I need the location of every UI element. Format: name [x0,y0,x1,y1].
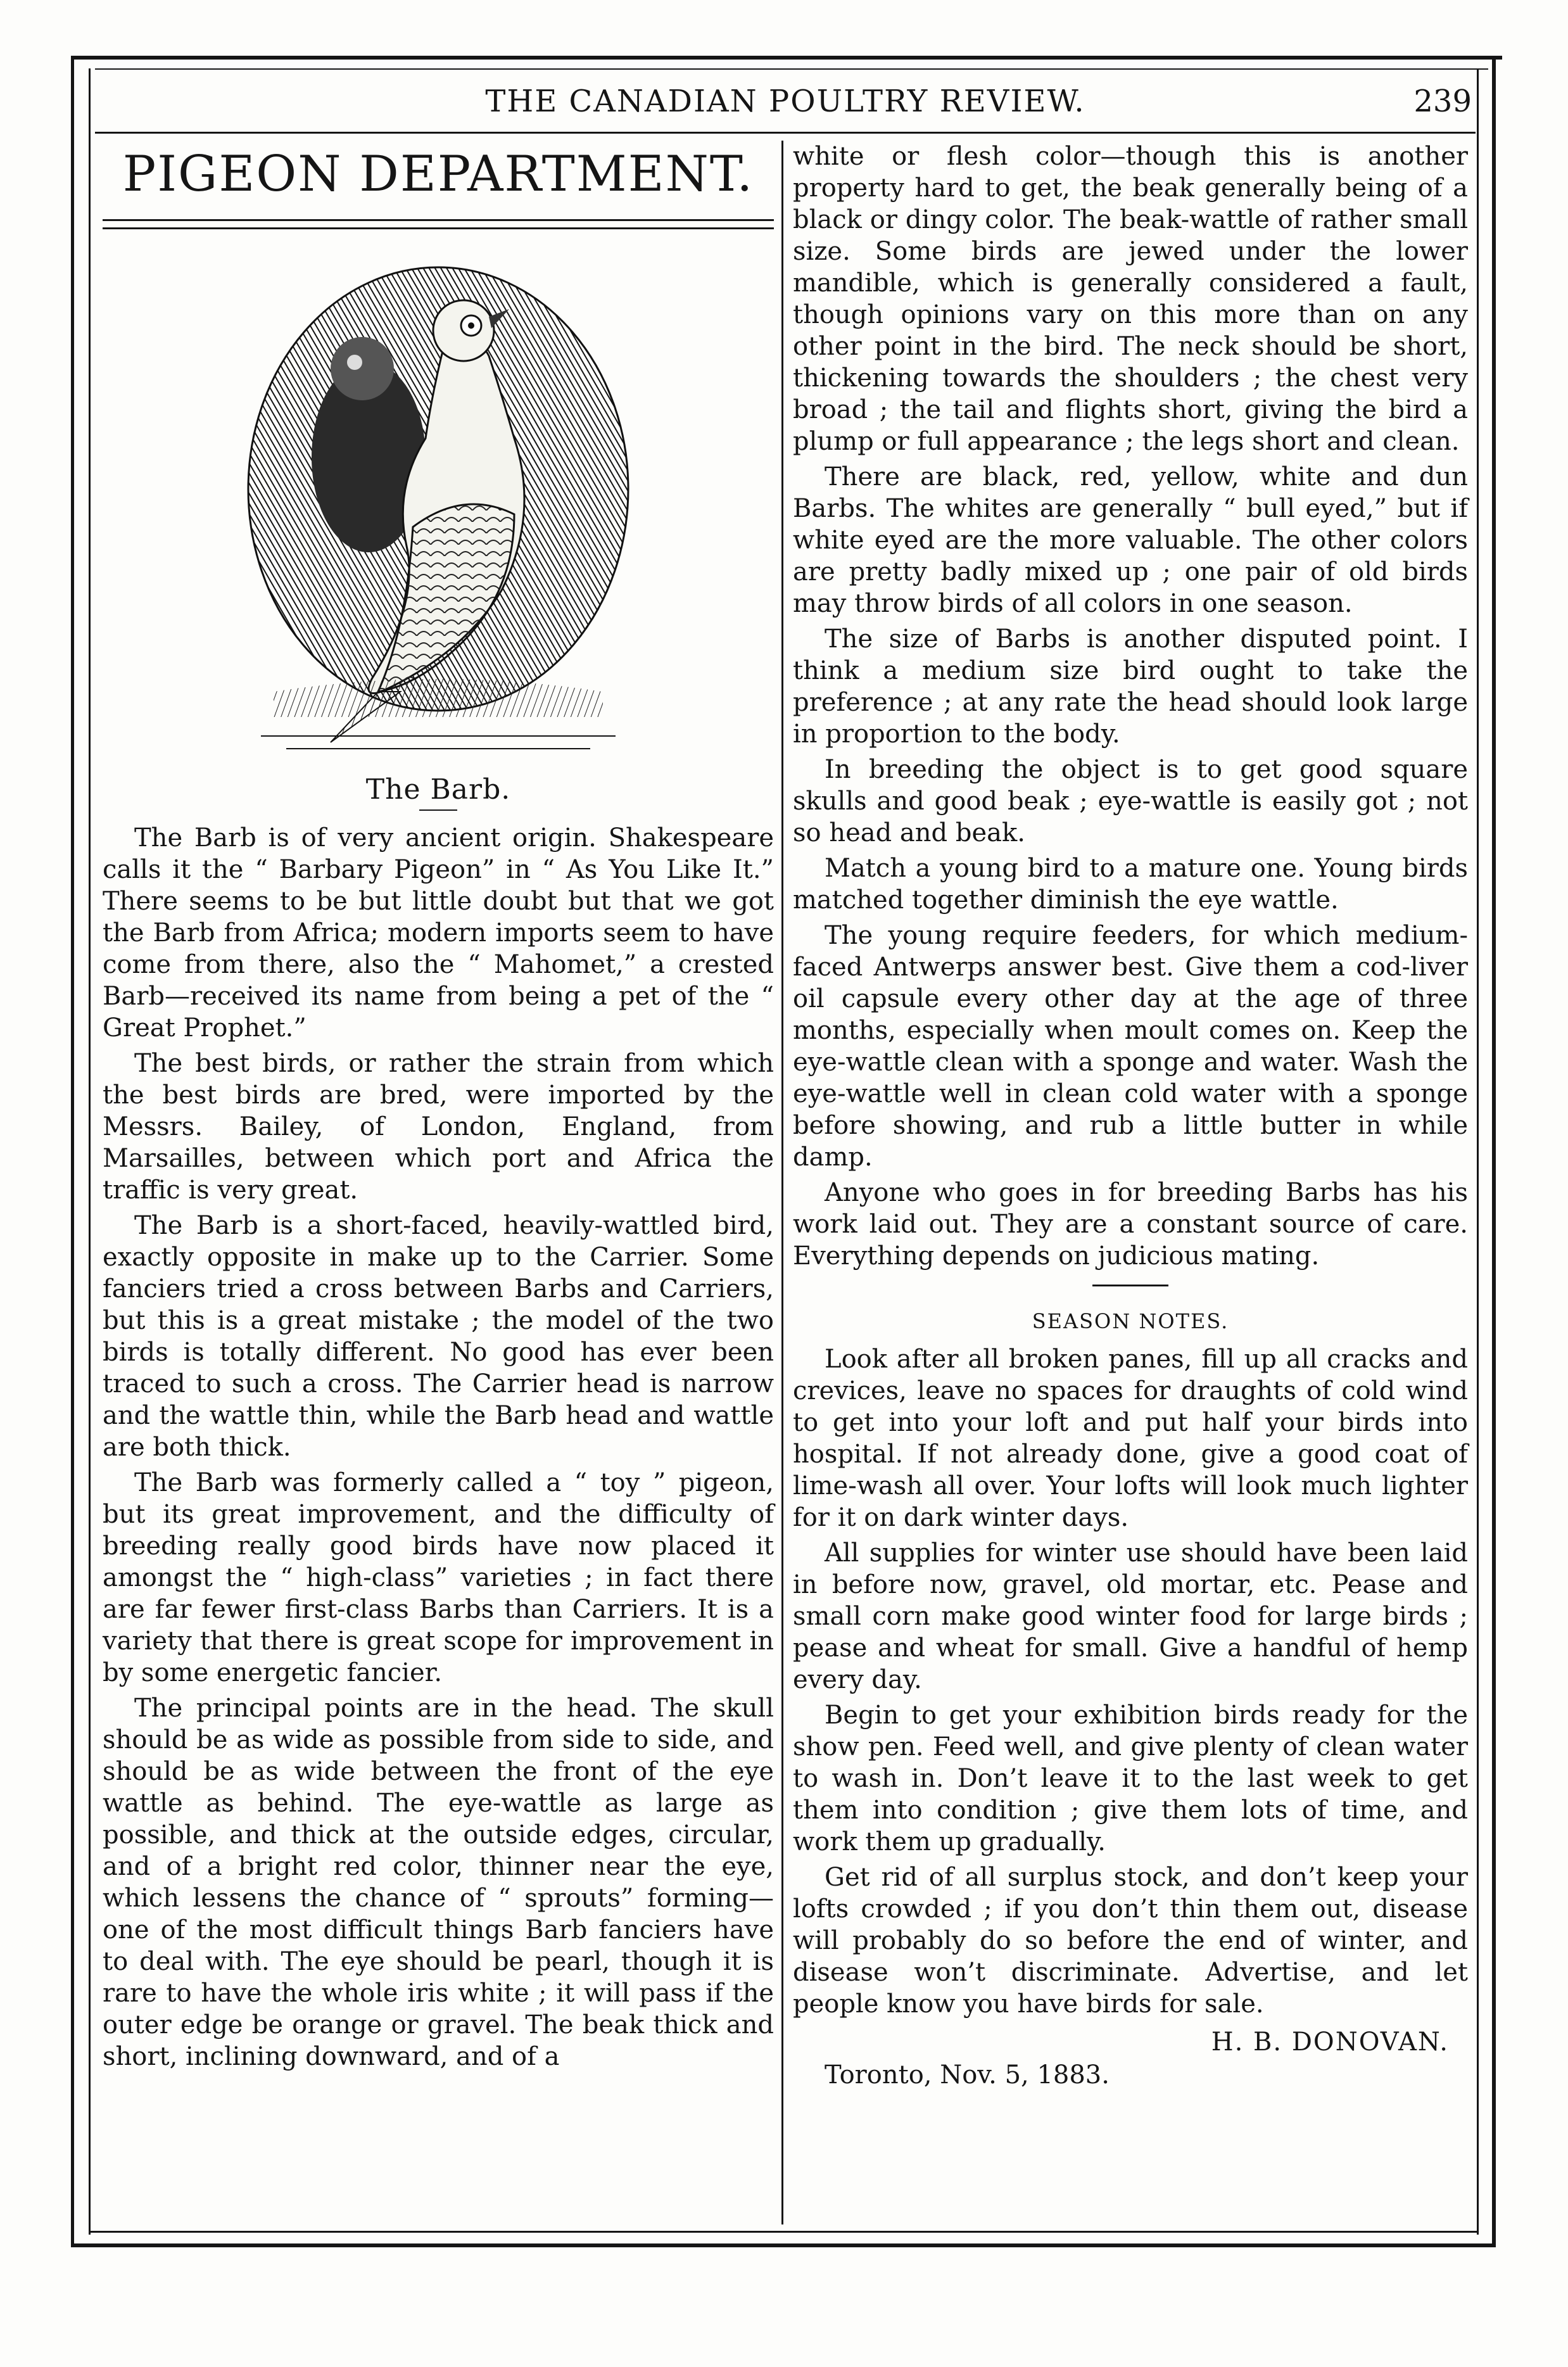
paragraph: All supplies for winter use should have been laid in before now, gravel, old mortar, etc. Pease and small corn make good winter food for large birds ; pease and wheat for small. Give a handful of hemp every day. [793,1539,1468,1694]
paragraph: The Barb was formerly called a “ toy ” pigeon, but its great improvement, and the difficulty of breeding really good birds have now placed it amongst the “ high-class” varieties ; in fact there are far fewer first-class Barbs than Carriers. It is a variety that there is great scope for improvement in by some energetic fancier. [103,1468,774,1687]
pigeon-engraving-figure [236,248,641,755]
paragraph: The young require feeders, for which medium-faced Antwerps answer best. Give them a cod-liver oil capsule every other day at the age of three months, especially when moult comes on. Keep the eye-wattle clean with a sponge and water. Wash the eye-wattle well in clean cold water with a sponge before showing, and rub a little butter in while damp. [793,921,1468,1172]
left-column [103,141,774,2139]
dateline: Toronto, Nov. 5, 1883. [825,2060,1110,2090]
page-number: 239 [1413,84,1472,119]
paragraph-continuation: white or flesh color—though this is another property hard to get, the beak generally being of a black or dingy color. The beak-wattle of rather small size. Some birds are jewed under the lower mandible, which is generally considered a fault, though opinions vary on this more than on any other point in the bird. The neck should be short, thickening towards the shoulders ; the chest very broad ; the tail and flights short, giving the bird a plump or full appearance ; the legs short and clean. [793,142,1468,456]
paragraph: Look after all broken panes, fill up all cracks and crevices, leave no spaces for draughts of cold wind to get into your loft and put half your birds into hospital. If not already done, give a good coat of lime-wash all over. Your lofts will look much lighter for it on dark winter days. [793,1345,1468,1532]
frame-left-inner-rule [89,68,91,2235]
paragraph: There are black, red, yellow, white and dun Barbs. The whites are generally “ bull eyed,” but if white eyed are the more valuable. The other colors are pretty badly mixed up ; one pair of old birds may throw birds of all colors in one season. [793,462,1468,618]
pigeon-engraving-icon [236,248,641,755]
frame-bottom-inner-rule [89,2231,1479,2233]
paragraph: The principal points are in the head. The skull should be as wide as possible from side to side, and should be as wide between the front of the eye wattle as behind. The eye-wattle as large as possible, and thick at the outside edges, circular, and of a bright red color, thinner near the eye, which lessens the chance of “ sprouts” forming—one of the most difficult things Barb fanciers have to deal with. The eye should be pearl, though it is rare to have the whole iris white ; it will pass if the outer edge be orange or gravel. The beak thick and short, inclining downward, and of a [103,1694,774,2071]
frame-right-rule [1492,56,1496,2247]
frame-top-inner-rule [95,68,1488,70]
paragraph: The size of Barbs is another disputed point. I think a medium size bird ought to take the preference ; at any rate the head should look large in proportion to the body. [793,625,1468,749]
page-header [95,84,1476,128]
paragraph: The best birds, or rather the strain from which the best birds are bred, were imported by the Messrs. Bailey, of London, England, from Marsailles, between which port and Africa the traffic is very great. [103,1049,774,1205]
figure-caption: The Barb. [365,773,511,806]
column-divider [781,141,783,2224]
title-double-rule [103,219,774,229]
caption-dash [419,809,457,811]
paragraph: In breeding the object is to get good square skulls and good beak ; eye-wattle is easily got ; not so head and beak. [793,755,1468,847]
frame-left-rule [71,56,74,2247]
running-title: THE CANADIAN POULTRY REVIEW. [485,84,1085,119]
frame-bottom-rule [71,2243,1496,2247]
paragraph: Get rid of all surplus stock, and don’t keep your lofts crowded ; if you don’t thin them out, disease will probably do so before the end of winter, and disease won’t discriminate. Advertise, and let people know you have birds for sale. [793,1863,1468,2019]
frame-right-inner-rule [1477,68,1479,2235]
header-underline [95,132,1476,134]
paragraph: Match a young bird to a mature one. Young birds matched together diminish the eye wattle. [793,854,1468,915]
frame-top-rule [71,56,1502,60]
section-divider [1092,1285,1168,1286]
paragraph: The Barb is a short-faced, heavily-wattled bird, exactly opposite in make up to the Carrier. Some fanciers tried a cross between Barbs and Carriers, but this is a great mistake ; the model of the two birds is totally different. No good has ever been traced to such a cross. The Carrier head is narrow and the wattle thin, while the Barb head and wattle are both thick. [103,1211,774,1462]
paragraph: The Barb is of very ancient origin. Shakespeare calls it the “ Barbary Pigeon” in “ As You Like It.” There seems to be but little doubt but that we got the Barb from Africa; modern imports seem to have come from there, also the “ Mahomet,” a crested Barb—received its name from being a pet of the “ Great Prophet.” [103,823,774,1043]
author-signature: H. B. DONOVAN. [1211,2027,1449,2057]
right-column [793,141,1468,2139]
season-notes-heading: SEASON NOTES. [1032,1309,1229,1333]
paragraph: Begin to get your exhibition birds ready for the show pen. Feed well, and give plenty of clean water to wash in. Don’t leave it to the last week to get them into condition ; give them lots of time, and work them up gradually. [793,1701,1468,1856]
department-title: PIGEON DEPARTMENT. [122,146,754,203]
paragraph: Anyone who goes in for breeding Barbs has his work laid out. They are a constant source of care. Everything depends on judicious mating. [793,1178,1468,1271]
